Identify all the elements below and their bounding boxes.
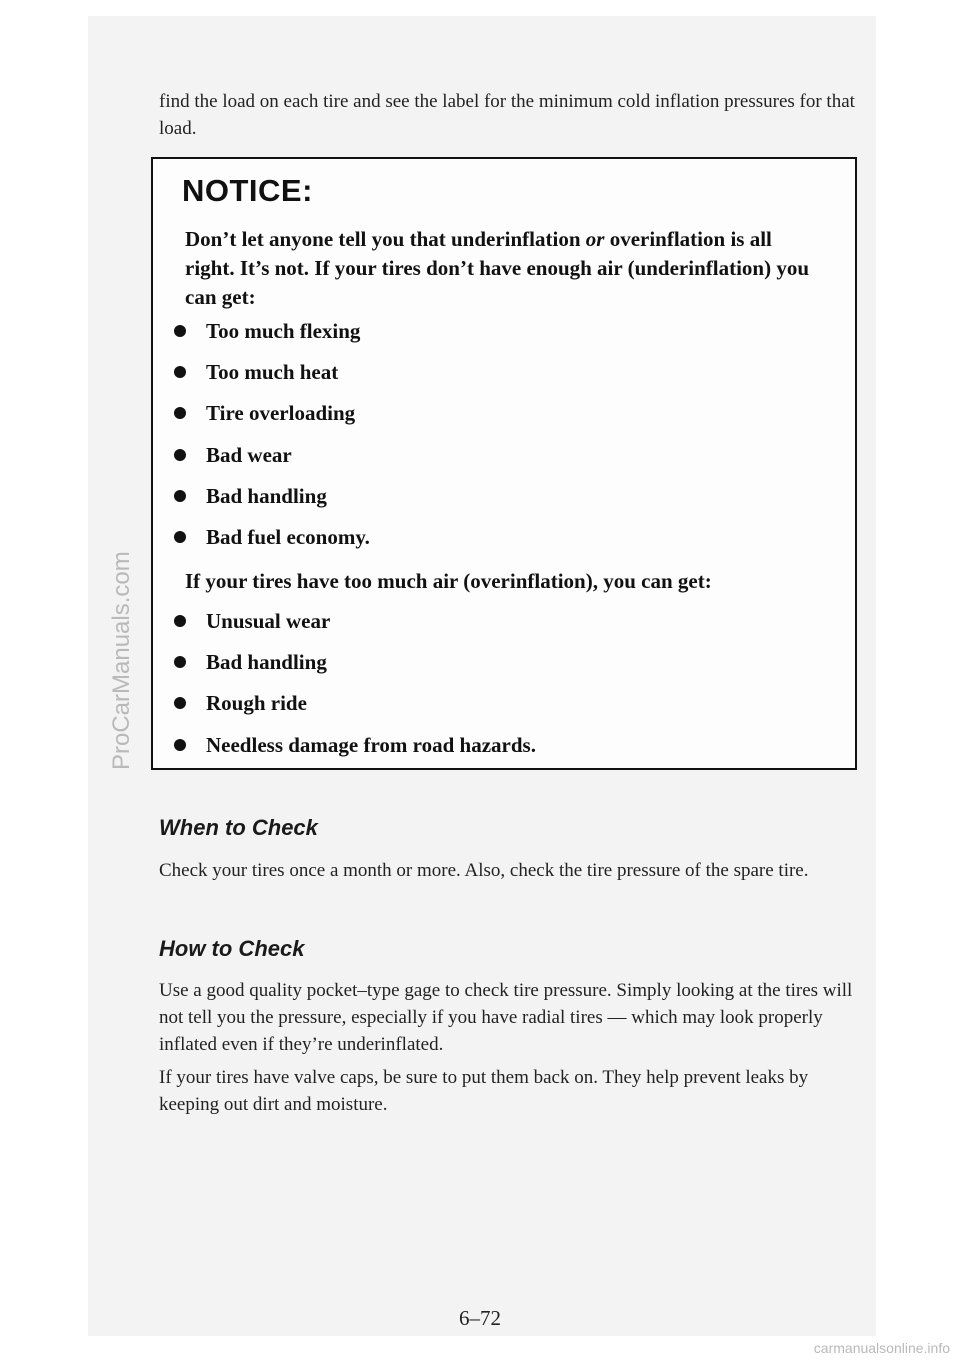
notice-para1-start: Don’t let anyone tell you that underinflation (185, 227, 586, 251)
bullet-icon (174, 739, 186, 751)
side-watermark: ProCarManuals.com (108, 551, 135, 770)
bottom-watermark: carmanualsonline.info (813, 1340, 950, 1356)
intro-paragraph: find the load on each tire and see the label for the minimum cold inflation pressures for that load. (159, 91, 855, 139)
when-to-check-heading: When to Check (159, 815, 318, 840)
overinflation-effects-list (169, 607, 536, 772)
valve-caps-paragraph: If your tires have valve caps, be sure to put them back on. They help prevent leaks by keeping out dirt and moisture. (159, 1067, 809, 1115)
list-item (169, 523, 370, 564)
list-item-label: Unusual wear (206, 609, 331, 633)
list-item-label: Bad handling (206, 650, 327, 675)
list-item (169, 648, 536, 689)
how-to-check-heading: How to Check (159, 936, 305, 961)
bullet-icon (174, 697, 186, 709)
notice-para1-end: overinflation is all right. It’s not. If your tires don’t have enough air (underinflation) you can get: (185, 227, 810, 309)
list-item-label: Rough ride (206, 691, 307, 716)
notice-para1-italic: or (585, 227, 605, 251)
notice-underinflation-paragraph (185, 225, 825, 312)
list-item (169, 689, 536, 730)
when-to-check-paragraph: Check your tires once a month or more. Also, check the tire pressure of the spare tire. (159, 860, 809, 881)
list-item-label: Too much flexing (206, 319, 361, 343)
bullet-icon (174, 366, 186, 378)
list-item-label: Bad handling (206, 483, 327, 508)
list-item-label: Bad fuel economy. (206, 524, 370, 549)
notice-title: NOTICE: (182, 173, 313, 208)
notice-overinflation-paragraph: If your tires have too much air (overinflation), you can get: (185, 569, 712, 593)
list-item-label: Too much heat (206, 360, 339, 385)
underinflation-effects-list (169, 317, 370, 564)
list-item (169, 317, 370, 358)
list-item-label: Bad wear (206, 442, 292, 467)
list-item (169, 482, 370, 523)
list-item-label: Tire overloading (206, 401, 356, 426)
list-item (169, 358, 370, 399)
page-number: 6–72 (459, 1306, 501, 1330)
bullet-icon (174, 615, 186, 627)
how-to-check-paragraph: Use a good quality pocket–type gage to check tire pressure. Simply looking at the tires will not tell you the pressure, especially if you have radial tires — which may look properly inflated even if they’re underinflated. (159, 980, 853, 1055)
bullet-icon (174, 407, 186, 419)
bullet-icon (174, 656, 186, 668)
notice-box (151, 157, 857, 770)
bullet-icon (174, 449, 186, 461)
bullet-icon (174, 531, 186, 543)
bullet-icon (174, 325, 186, 337)
list-item (169, 607, 536, 648)
list-item (169, 441, 370, 482)
bullet-icon (174, 490, 186, 502)
list-item-label: Needless damage from road hazards. (206, 732, 536, 757)
list-item (169, 399, 370, 440)
list-item (169, 731, 536, 772)
